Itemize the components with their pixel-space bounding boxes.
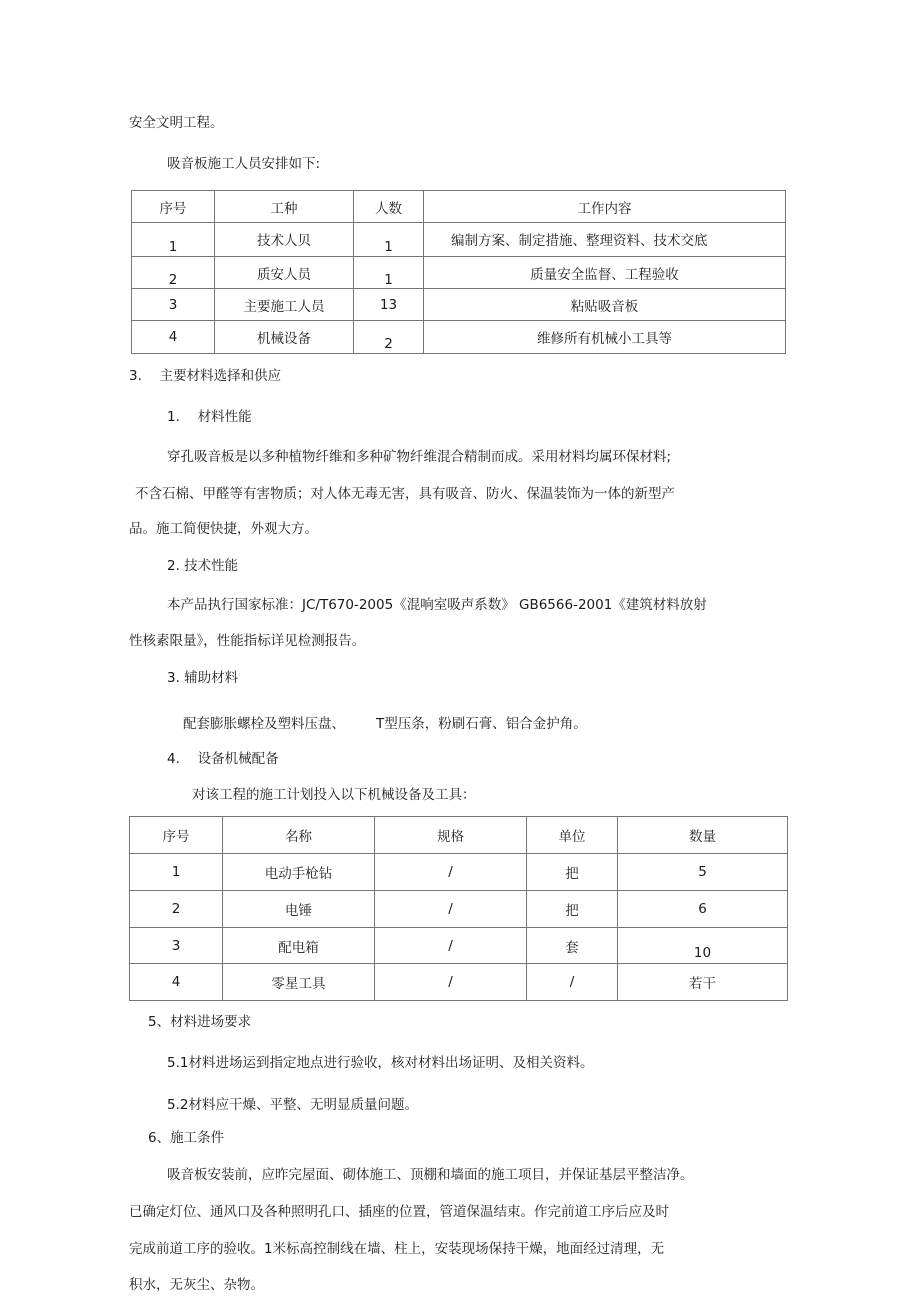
staff-cell-count: 1 bbox=[354, 223, 424, 257]
paragraph-condition-2: 已确定灯位、通风口及各种照明孔口、插座的位置，管道保温结束。作完前道工序后应及时 bbox=[129, 1204, 669, 1220]
staff-table bbox=[131, 190, 786, 354]
table-row bbox=[132, 321, 786, 354]
paragraph-safety: 安全文明工程。 bbox=[129, 115, 224, 131]
equipment-cell-spec: / bbox=[375, 854, 527, 891]
paragraph-5-1: 5.1材料进场运到指定地点进行验收，核对材料出场证明、及相关资料。 bbox=[167, 1055, 594, 1071]
equipment-cell-spec: / bbox=[375, 964, 527, 1001]
equipment-header-cell: 名称 bbox=[223, 817, 375, 854]
staff-cell-index: 2 bbox=[132, 257, 215, 289]
equipment-header-cell: 单位 bbox=[527, 817, 618, 854]
equipment-cell-unit: 把 bbox=[527, 854, 618, 891]
equipment-cell-qty: 若干 bbox=[618, 964, 788, 1001]
subsection-heading-3-1: 1. 材料性能 bbox=[167, 409, 252, 425]
staff-cell-work: 编制方案、制定措施、整理资料、技术交底 bbox=[424, 223, 786, 257]
equipment-cell-index: 3 bbox=[130, 928, 223, 964]
section-heading-5: 5、材料进场要求 bbox=[148, 1014, 252, 1030]
staff-cell-index: 4 bbox=[132, 321, 215, 354]
staff-header-cell: 序号 bbox=[132, 191, 215, 223]
staff-cell-role: 机械设备 bbox=[215, 321, 354, 354]
equipment-cell-unit: 套 bbox=[527, 928, 618, 964]
subsection-heading-3-3: 3. 辅助材料 bbox=[167, 670, 239, 686]
section-heading-6: 6、施工条件 bbox=[148, 1130, 225, 1146]
paragraph-material-1: 穿孔吸音板是以多种植物纤维和多种矿物纤维混合精制而成。采用材料均属环保材料; bbox=[167, 449, 672, 465]
equipment-header-cell: 序号 bbox=[130, 817, 223, 854]
staff-cell-role: 技术人贝 bbox=[215, 223, 354, 257]
equipment-cell-qty: 6 bbox=[618, 891, 788, 928]
equipment-cell-index: 1 bbox=[130, 854, 223, 891]
staff-table-header-row bbox=[132, 191, 786, 223]
table-row bbox=[130, 854, 788, 891]
staff-cell-work: 质量安全监督、工程验收 bbox=[424, 257, 786, 289]
table-row bbox=[130, 964, 788, 1001]
equipment-table-header-row bbox=[130, 817, 788, 854]
paragraph-staff-intro: 吸音板施工人员安排如下: bbox=[167, 156, 321, 172]
staff-cell-count: 2 bbox=[354, 321, 424, 354]
paragraph-aux-a: 配套膨胀螺栓及塑料压盘、 bbox=[183, 716, 345, 732]
table-row bbox=[132, 289, 786, 321]
staff-cell-count: 1 bbox=[354, 257, 424, 289]
equipment-cell-spec: / bbox=[375, 928, 527, 964]
equipment-cell-name: 电动手枪钻 bbox=[223, 854, 375, 891]
equipment-table bbox=[129, 816, 788, 1001]
paragraph-condition-3: 完成前道工序的验收。1米标高控制线在墙、柱上，安装现场保持干燥，地面经过清理，无 bbox=[129, 1241, 665, 1257]
subsection-heading-3-4: 4. 设备机械配备 bbox=[167, 751, 279, 767]
staff-header-cell: 工作内容 bbox=[424, 191, 786, 223]
paragraph-condition-1: 吸音板安装前，应昨完屋面、砌体施工、顶棚和墙面的施工项目，并保证基层平整洁净。 bbox=[167, 1167, 694, 1183]
staff-header-cell: 人数 bbox=[354, 191, 424, 223]
table-row bbox=[132, 223, 786, 257]
paragraph-equipment-intro: 对该工程的施工计划投入以下机械设备及工具： bbox=[192, 787, 476, 803]
paragraph-condition-4: 积水，无灰尘、杂物。 bbox=[129, 1277, 264, 1293]
equipment-cell-name: 配电箱 bbox=[223, 928, 375, 964]
equipment-cell-spec: / bbox=[375, 891, 527, 928]
staff-cell-role: 主要施工人员 bbox=[215, 289, 354, 321]
paragraph-aux-b: T型压条，粉刷石膏、铝合金护角。 bbox=[376, 716, 587, 732]
equipment-cell-index: 2 bbox=[130, 891, 223, 928]
equipment-cell-qty: 10 bbox=[618, 928, 788, 964]
equipment-cell-qty: 5 bbox=[618, 854, 788, 891]
staff-cell-index: 3 bbox=[132, 289, 215, 321]
equipment-cell-name: 电锤 bbox=[223, 891, 375, 928]
table-row bbox=[132, 257, 786, 289]
subsection-heading-3-2: 2. 技术性能 bbox=[167, 558, 239, 574]
staff-cell-count: 13 bbox=[354, 289, 424, 321]
section-heading-3: 3. 主要材料选择和供应 bbox=[129, 368, 282, 384]
equipment-cell-unit: 把 bbox=[527, 891, 618, 928]
paragraph-tech-1: 本产品执行国家标准：JC/T670-2005《混响室吸声系数》 GB6566-2001《建筑材料放射 bbox=[167, 597, 707, 613]
staff-header-cell: 工种 bbox=[215, 191, 354, 223]
paragraph-5-2: 5.2材料应干燥、平整、无明显质量问题。 bbox=[167, 1097, 418, 1113]
table-row bbox=[130, 891, 788, 928]
equipment-cell-index: 4 bbox=[130, 964, 223, 1001]
equipment-cell-name: 零星工具 bbox=[223, 964, 375, 1001]
staff-cell-index: 1 bbox=[132, 223, 215, 257]
equipment-header-cell: 规格 bbox=[375, 817, 527, 854]
paragraph-material-3: 品。施工简便快捷，外观大方。 bbox=[129, 521, 318, 537]
paragraph-material-2: 不含石棉、甲醛等有害物质；对人体无毒无害，具有吸音、防火、保温装饰为一体的新型产 bbox=[135, 486, 675, 502]
paragraph-tech-2: 性核素限量》，性能指标详见检测报告。 bbox=[129, 633, 366, 649]
staff-cell-role: 质安人员 bbox=[215, 257, 354, 289]
equipment-cell-unit: / bbox=[527, 964, 618, 1001]
table-row bbox=[130, 928, 788, 964]
staff-cell-work: 粘贴吸音板 bbox=[424, 289, 786, 321]
equipment-header-cell: 数量 bbox=[618, 817, 788, 854]
staff-cell-work: 维修所有机械小工具等 bbox=[424, 321, 786, 354]
